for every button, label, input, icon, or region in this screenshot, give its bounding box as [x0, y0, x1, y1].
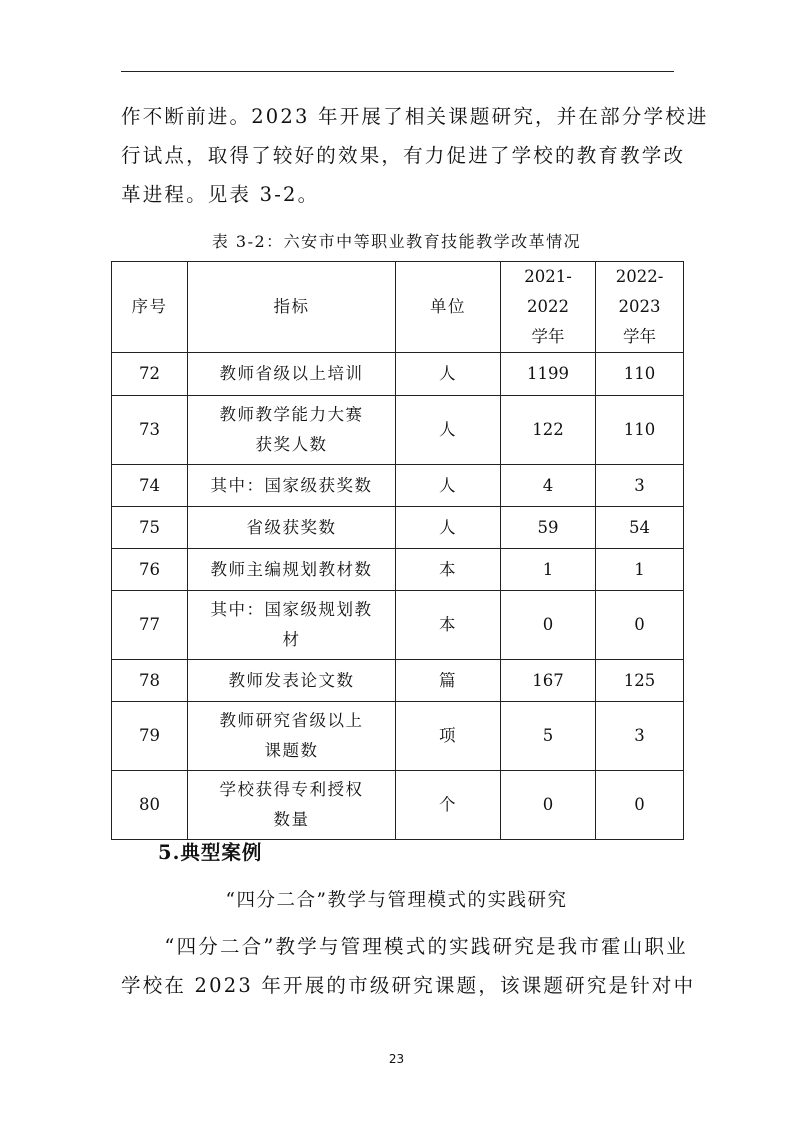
cell-indicator: 教师发表论文数 — [188, 660, 396, 702]
cell-value-2022: 59 — [501, 507, 596, 549]
cell-value-2023: 3 — [596, 702, 684, 771]
table-body — [112, 353, 684, 840]
cell-indicator: 教师教学能力大赛 获奖人数 — [188, 396, 396, 465]
cell-no: 73 — [112, 396, 188, 465]
cell-no: 75 — [112, 507, 188, 549]
cell-no: 78 — [112, 660, 188, 702]
cell-value-2022: 122 — [501, 396, 596, 465]
cell-value-2022: 4 — [501, 465, 596, 507]
table-row — [112, 396, 684, 465]
header-unit: 单位 — [396, 262, 501, 353]
cell-no: 80 — [112, 771, 188, 840]
reform-table — [111, 261, 684, 840]
cell-unit: 篇 — [396, 660, 501, 702]
cell-no: 74 — [112, 465, 188, 507]
case-title: “四分二合”教学与管理模式的实践研究 — [225, 890, 568, 911]
intro-line: 作不断前进。2023 年开展了相关课题研究，并在部分学校进 — [121, 105, 709, 128]
cell-value-2023: 0 — [596, 771, 684, 840]
cell-value-2023: 110 — [596, 353, 684, 396]
cell-indicator: 其中：国家级获奖数 — [188, 465, 396, 507]
cell-unit: 人 — [396, 465, 501, 507]
cell-unit: 本 — [396, 549, 501, 591]
cell-value-2022: 1199 — [501, 353, 596, 396]
cell-unit: 人 — [396, 507, 501, 549]
table-row — [112, 465, 684, 507]
cell-no: 77 — [112, 591, 188, 660]
table-row — [112, 702, 684, 771]
table-caption: 表 3-2：六安市中等职业教育技能教学改革情况 — [211, 232, 582, 251]
cell-unit: 个 — [396, 771, 501, 840]
table-row — [112, 549, 684, 591]
cell-value-2023: 54 — [596, 507, 684, 549]
cell-value-2022: 5 — [501, 702, 596, 771]
header-rule — [121, 71, 674, 72]
cell-indicator: 教师研究省级以上 课题数 — [188, 702, 396, 771]
cell-value-2023: 125 — [596, 660, 684, 702]
case-line: “四分二合”教学与管理模式的实践研究是我市霍山职业 — [121, 935, 688, 958]
cell-indicator: 其中：国家级规划教 材 — [188, 591, 396, 660]
cell-indicator: 学校获得专利授权 数量 — [188, 771, 396, 840]
header-indicator: 指标 — [188, 262, 396, 353]
cell-value-2023: 1 — [596, 549, 684, 591]
cell-value-2023: 110 — [596, 396, 684, 465]
cell-indicator: 教师主编规划教材数 — [188, 549, 396, 591]
cell-unit: 人 — [396, 353, 501, 396]
table-row — [112, 353, 684, 396]
table-row — [112, 771, 684, 840]
header-year-2022: 2021-2022 学年 — [501, 262, 596, 353]
cell-value-2022: 1 — [501, 549, 596, 591]
cell-value-2023: 3 — [596, 465, 684, 507]
header-year-2023: 2022-2023 学年 — [596, 262, 684, 353]
cell-unit: 人 — [396, 396, 501, 465]
table-row — [112, 591, 684, 660]
cell-value-2023: 0 — [596, 591, 684, 660]
section-heading: 5.典型案例 — [158, 841, 263, 864]
case-line: 学校在 2023 年开展的市级研究课题，该课题研究是针对中 — [121, 974, 696, 997]
cell-no: 72 — [112, 353, 188, 396]
cell-value-2022: 167 — [501, 660, 596, 702]
intro-line: 行试点，取得了较好的效果，有力促进了学校的教育教学改 — [121, 144, 686, 167]
page-number: 23 — [388, 1052, 405, 1066]
cell-unit: 项 — [396, 702, 501, 771]
table-row — [112, 660, 684, 702]
intro-line: 革进程。见表 3-2。 — [121, 183, 320, 206]
cell-value-2022: 0 — [501, 591, 596, 660]
cell-value-2022: 0 — [501, 771, 596, 840]
table-header-row — [112, 262, 684, 353]
cell-no: 79 — [112, 702, 188, 771]
cell-indicator: 省级获奖数 — [188, 507, 396, 549]
table-row — [112, 507, 684, 549]
cell-no: 76 — [112, 549, 188, 591]
cell-unit: 本 — [396, 591, 501, 660]
header-no: 序号 — [112, 262, 188, 353]
cell-indicator: 教师省级以上培训 — [188, 353, 396, 396]
